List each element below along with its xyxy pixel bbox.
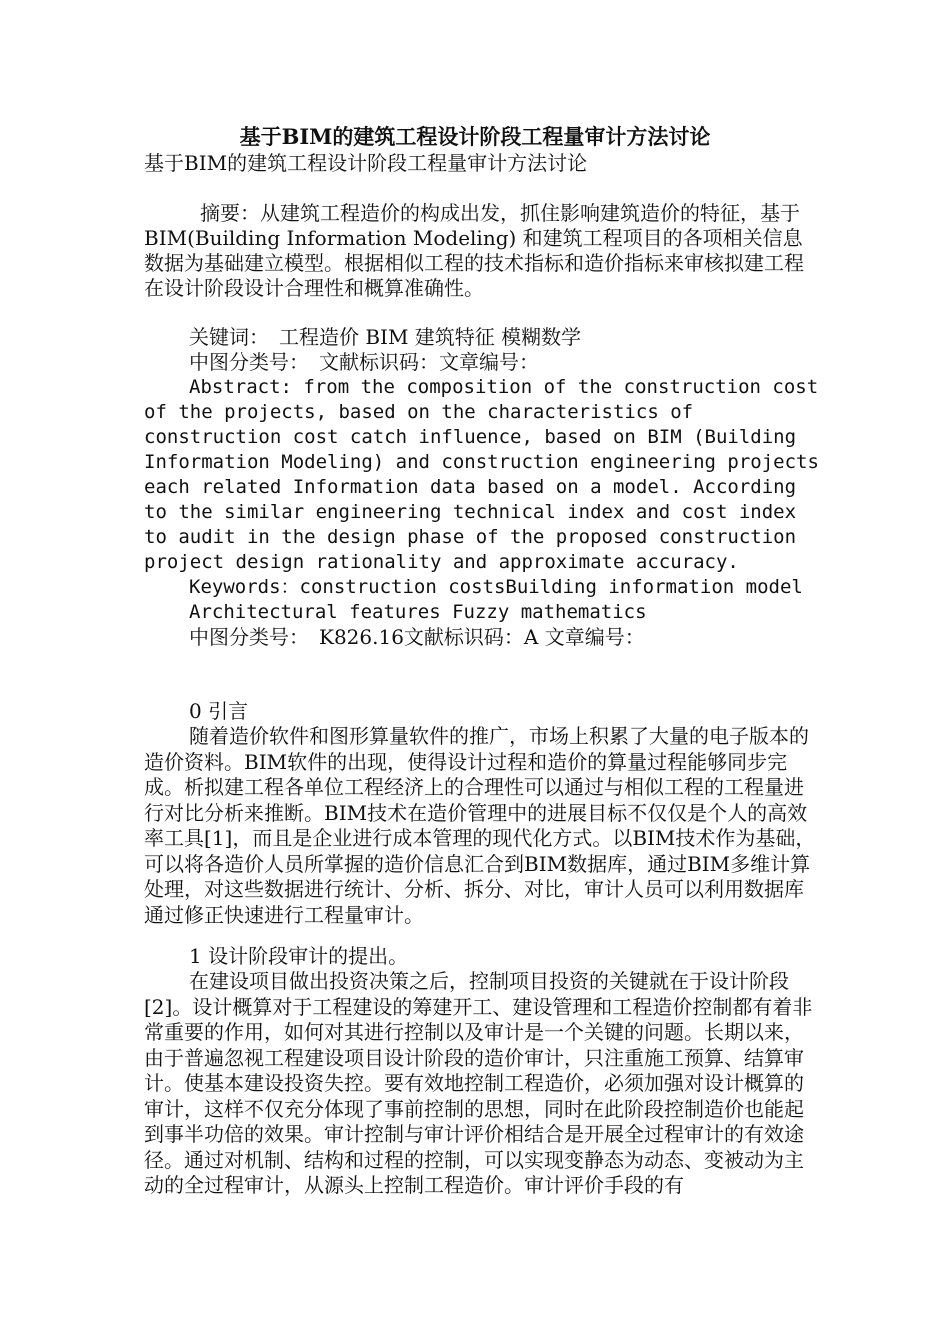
chinese-abstract: 摘要：从建筑工程造价的构成出发，抓住影响建筑造价的特征，基于BIM(Building Information Modeling) 和建筑工程项目的各项相关信息数据为基础建立模型。根据相似工程的技术指标和造价指标来审核拟建工程在设计阶段设计合理性和概算准确性。: [144, 201, 804, 300]
section-0-paragraph: 随着造价软件和图形算量软件的推广，市场上积累了大量的电子版本的造价资料。BIM软件的出现，使得设计过程和造价的算量过程能够同步完成。析拟建工程各单位工程经济上的合理性可以通过与相似工程的工程量进行对比分析来推断。BIM技术在造价管理中的进展目标不仅仅是个人的高效率工具[1]，而且是企业进行成本管理的现代化方式。以BIM技术作为基础，可以将各造价人员所掌握的造价信息汇合到BIM数据库，通过BIM多维计算处理，对这些数据进行统计、分析、拆分、对比，审计人员可以利用数据库通过修正快速进行工程量审计。: [144, 724, 816, 927]
chinese-classification: 中图分类号： 文献标识码：文章编号：: [189, 350, 539, 374]
section-1-heading: 1 设计阶段审计的提出。: [189, 944, 409, 968]
english-classification: 中图分类号： K826.16文献标识码：A 文章编号：: [189, 625, 645, 649]
document-subtitle: 基于BIM的建筑工程设计阶段工程量审计方法讨论: [144, 151, 588, 175]
english-abstract: Abstract: from the composition of the construction cost of the projects, based on the characteristics of construction cost catch influence, based on BIM (Building Information Modeling) and construction engineering projects each related Information data based on a model. According to the similar engineering technical index and cost index to audit in the design phase of the proposed construction project design rationality and approximate accuracy.: [144, 376, 831, 573]
document-title: 基于BIM的建筑工程设计阶段工程量审计方法讨论: [239, 124, 711, 149]
section-0-heading: 0 引言: [189, 699, 249, 723]
english-keywords-line-2: Architectural features Fuzzy mathematics: [189, 601, 647, 623]
english-keywords-line-1: Keywords：construction costsBuilding information model: [189, 576, 803, 598]
chinese-keywords: 关键词： 工程造价 BIM 建筑特征 模糊数学: [189, 325, 582, 349]
section-1-paragraph: 在建设项目做出投资决策之后，控制项目投资的关键就在于设计阶段[2]。设计概算对于工程建设的筹建开工、建设管理和工程造价控制都有着非常重要的作用，如何对其进行控制以及审计是一个关键的问题。长期以来，由于普遍忽视工程建设项目设计阶段的造价审计，只注重施工预算、结算审计。使基本建设投资失控。要有效地控制工程造价，必须加强对设计概算的审计，这样不仅充分体现了事前控制的思想，同时在此阶段控制造价也能起到事半功倍的效果。审计控制与审计评价相结合是开展全过程审计的有效途径。通过对机制、结构和过程的控制，可以实现变静态为动态、变被动为主动的全过程审计，从源头上控制工程造价。审计评价手段的有: [144, 969, 813, 1197]
